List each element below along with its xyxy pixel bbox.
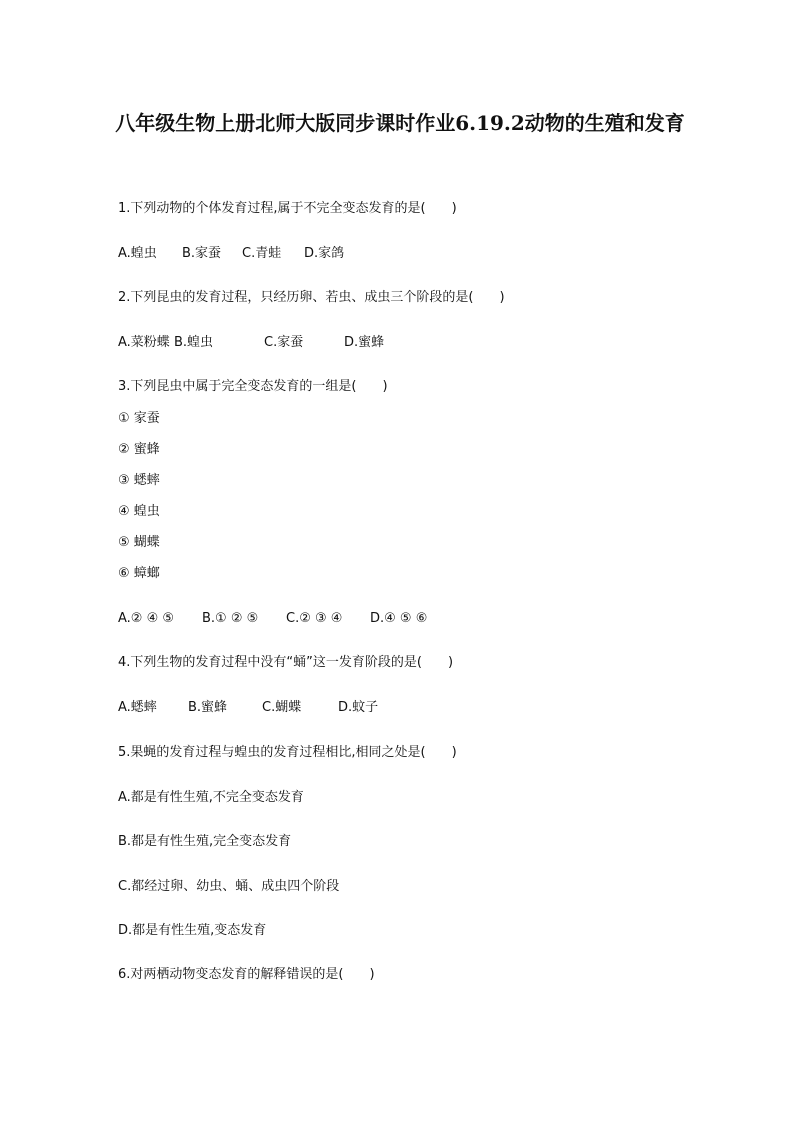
question-2-stem: 2.下列昆虫的发育过程，只经历卵、若虫、成虫三个阶段的是( ): [118, 290, 505, 305]
option-c: C.都经过卵、幼虫、蛹、成虫四个阶段: [118, 879, 340, 894]
question-4-options: [118, 699, 378, 717]
option-d: D.蜜蜂: [344, 335, 385, 350]
option-d: D.家鸽: [304, 246, 345, 261]
question-6-stem: 6.对两栖动物变态发育的解释错误的是( ): [118, 967, 375, 982]
option-a: A.都是有性生殖,不完全变态发育: [118, 790, 304, 805]
page-title: 八年级生物上册北师大版同步课时作业6.19.2动物的生殖和发育: [115, 111, 685, 135]
option-c: C.蝴蝶: [262, 700, 302, 715]
question-3-options: [118, 610, 427, 628]
option-a: A.蝗虫: [118, 246, 157, 261]
option-c: C.家蚕: [264, 335, 304, 350]
list-item: ① 家蚕: [118, 411, 160, 426]
option-c: C.② ③ ④: [286, 611, 343, 626]
option-a: A.蟋蟀: [118, 700, 157, 715]
option-a: A.菜粉蝶: [118, 335, 170, 350]
option-b: B.蜜蜂: [188, 700, 228, 715]
question-2-options: [118, 334, 384, 352]
question-1-options: [118, 245, 344, 263]
list-item: ④ 蝗虫: [118, 504, 160, 519]
option-d: D.④ ⑤ ⑥: [370, 611, 428, 626]
list-item: ⑥ 蟑螂: [118, 566, 160, 581]
option-d: D.蚊子: [338, 700, 379, 715]
option-b: B.都是有性生殖,完全变态发育: [118, 834, 292, 849]
question-3-stem: 3.下列昆虫中属于完全变态发育的一组是( ): [118, 379, 388, 394]
list-item: ③ 蟋蟀: [118, 473, 160, 488]
list-item: ⑤ 蝴蝶: [118, 535, 160, 550]
list-item: ② 蜜蜂: [118, 442, 160, 457]
option-b: B.蝗虫: [174, 335, 214, 350]
option-b: B.① ② ⑤: [202, 611, 259, 626]
question-5-stem: 5.果蝇的发育过程与蝗虫的发育过程相比,相同之处是( ): [118, 745, 457, 760]
option-a: A.② ④ ⑤: [118, 611, 175, 626]
option-c: C.青蛙: [242, 246, 282, 261]
option-b: B.家蚕: [182, 246, 222, 261]
question-4-stem: 4.下列生物的发育过程中没有“蛹”这一发育阶段的是( ): [118, 655, 454, 670]
question-1-stem: 1.下列动物的个体发育过程,属于不完全变态发育的是( ): [118, 201, 457, 216]
option-d: D.都是有性生殖,变态发育: [118, 923, 267, 938]
